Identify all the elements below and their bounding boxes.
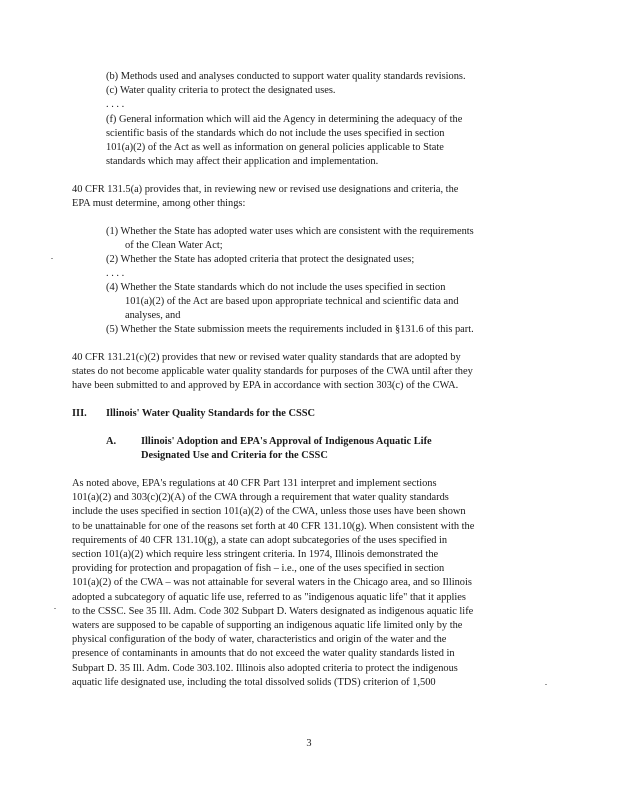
subsection-title-line: Designated Use and Criteria for the CSSC: [141, 450, 328, 461]
quote-item-f-line: (f) General information which will aid the Agency in determining the adequacy of the: [106, 113, 463, 125]
paragraph-line: include the uses specified in section 101(a)(2) of the CWA, unless those uses have been shown: [72, 506, 466, 518]
paragraph-line: physical configuration of the body of water, characteristics and origin of the water and the: [72, 634, 447, 646]
paragraph-line: EPA must determine, among other things:: [72, 198, 246, 210]
paragraph-line: states do not become applicable water quality standards for purposes of the CWA until after they: [72, 366, 473, 378]
subsection-title-line: Illinois' Adoption and EPA's Approval of Indigenous Aquatic Life: [141, 436, 432, 447]
section-number: III.: [72, 408, 87, 419]
paragraph-line: providing for protection and propagation of fish – i.e., one of the uses specified in section: [72, 563, 445, 575]
list-item-2: (2) Whether the State has adopted criteria that protect the designated uses;: [106, 254, 415, 265]
paragraph-line: aquatic life designated use, including the total dissolved solids (TDS) criterion of 1,500: [72, 676, 436, 688]
paragraph-line: presence of contaminants in amounts that do not exceed the water quality standards listed in: [72, 648, 455, 660]
paragraph-line: section 101(a)(2) which require less stringent criteria. In 1974, Illinois demonstrated the: [72, 549, 439, 561]
page-number: 3: [306, 738, 312, 749]
quote-item-f-line: scientific basis of the standards which do not include the uses specified in section: [106, 127, 445, 139]
quote-block: [106, 70, 466, 169]
list-item-5: (5) Whether the State submission meets the requirements included in §131.6 of this part.: [106, 324, 474, 335]
section-title: Illinois' Water Quality Standards for the CSSC: [106, 408, 316, 419]
paragraph-line: 101(a)(2) of the CWA – was not attainable for several waters in the Chicago area, and so Illinois: [72, 577, 472, 589]
quote-item-f-line: standards which may affect their application and implementation.: [106, 156, 379, 168]
subsection-letter: A.: [106, 436, 117, 447]
scan-speck: [54, 608, 56, 609]
quote-ellipsis: . . . .: [106, 99, 125, 111]
scan-speck: [51, 258, 53, 259]
paragraph-line: 101(a)(2) and 303(c)(2)(A) of the CWA through a requirement that water quality standards: [72, 492, 449, 504]
paragraph-131-5: [72, 183, 458, 211]
scan-speck: [545, 684, 547, 685]
paragraph-line: have been submitted to and approved by EPA in accordance with section 303(c) of the CWA.: [72, 380, 459, 392]
paragraph-line: Subpart D. 35 Ill. Adm. Code 303.102. Illinois also adopted criteria to protect the indigenous: [72, 662, 458, 674]
paragraph-line: to the CSSC. See 35 Ill. Adm. Code 302 Subpart D. Waters designated as indigenous aquatic life: [72, 605, 474, 617]
quote-item-f-line: 101(a)(2) of the Act as well as information on general policies applicable to State: [106, 142, 444, 154]
paragraph-line: 40 CFR 131.21(c)(2) provides that new or revised water quality standards that are adopted by: [72, 352, 461, 363]
list-item-4-cont: 101(a)(2) of the Act are based upon appropriate technical and scientific data and: [125, 296, 459, 307]
quote-item-b: (b) Methods used and analyses conducted to support water quality standards revisions.: [106, 71, 466, 82]
paragraph-line: to be unattainable for one of the reasons set forth at 40 CFR 131.10(g). When consistent with the: [72, 520, 475, 532]
paragraph-line: 40 CFR 131.5(a) provides that, in reviewing new or revised use designations and criteria, the: [72, 184, 459, 195]
list-item-4: (4) Whether the State standards which do not include the uses specified in section: [106, 282, 446, 293]
body-paragraph: [72, 477, 474, 690]
list-item-1: (1) Whether the State has adopted water uses which are consistent with the requirements: [106, 226, 474, 237]
list-item-1-cont: of the Clean Water Act;: [125, 240, 223, 251]
paragraph-line: requirements of 40 CFR 131.10(g), a state can adopt subcategories of the uses specified in: [72, 534, 448, 546]
list-item-4-cont: analyses, and: [125, 310, 181, 321]
quote-item-c: (c) Water quality criteria to protect the designated uses.: [106, 85, 336, 97]
paragraph-line: As noted above, EPA's regulations at 40 CFR Part 131 interpret and implement sections: [72, 478, 437, 489]
paragraph-line: adopted a subcategory of aquatic life use, referred to as "indigenous aquatic life" that it applies: [72, 591, 466, 603]
list-ellipsis: . . . .: [106, 268, 125, 279]
paragraph-line: waters are supposed to be capable of supporting an indigenous aquatic life limited only by the: [72, 620, 463, 632]
paragraph-131-21: [72, 351, 473, 394]
